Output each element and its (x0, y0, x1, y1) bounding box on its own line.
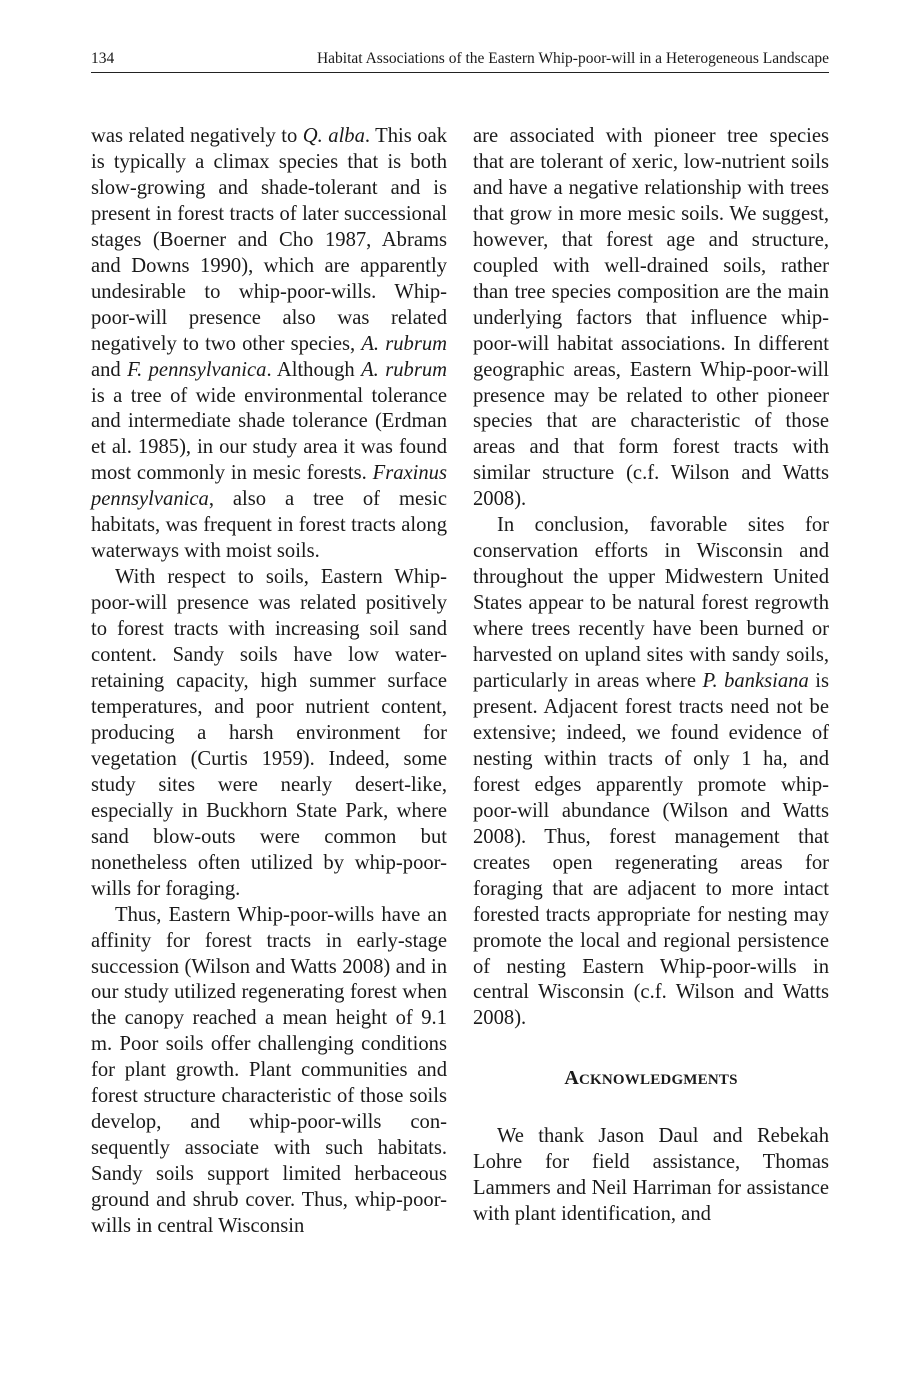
text-run: and (91, 358, 128, 381)
text-run: is a tree of wide environmental tolerance and intermediate shade tolerance (Erdman et al. 1985), in our study area it was found most commonly in mesic forests. (91, 384, 447, 485)
running-title: Habitat Associations of the Eastern Whip-poor-will in a Heterogeneous Landscape (316, 50, 829, 67)
page-number: 134 (91, 50, 115, 67)
left-column (91, 124, 447, 1240)
italic-text: Fraxinus pennsylvanica (91, 462, 447, 511)
paragraph (473, 1124, 829, 1228)
italic-text: A. rubrum (361, 358, 448, 381)
text-run: is present. Adjacent forest tracts need not be extensive; indeed, we found evidence of nesting within tracts of only 1 ha, and forest edges apparently promote whip-poor-will abundance (Wilson and Watts 2008). Thus, forest management that creates open regenerating areas for foraging that are adjacent to more intact forested tracts appropriate for nesting may promote the local and regional persistence of nesting Eastern Whip-poor-wills in central Wisconsin (c.f. Wilson and Watts 2008). (473, 670, 829, 1030)
italic-text: P. banksiana (702, 670, 809, 693)
text-run: . This oak is typically a climax species that is both slow-growing and shade-tolerant and is present in forest tracts of later successional stages (Boerner and Cho 1987, Abrams and Downs 1990), which are apparently undesirable to whip-poor-wills. Whip-poor-will presence also was related negatively to two other species, (91, 125, 447, 355)
text-run: With respect to soils, Eastern Whip-poor-will presence was related positively to forest tracts with increasing soil sand content. Sandy soils have low water-retaining capacity, high summer surface temperatures, and poor nutrient content, producing a harsh environment for vegetation (Curtis 1959). Indeed, some study sites were nearly desert-like, especially in Buckhorn State Park, where sand blow-outs were common but nonetheless often utilized by whip-poor-wills for foraging. (91, 566, 447, 900)
italic-text: Q. alba (302, 125, 365, 147)
text-run: In conclusion, favorable sites for conservation efforts in Wisconsin and throughout the upper Midwestern United States appear to be natural forest regrowth where trees recently have been burned or harvested on upland sites with sandy soils, particularly in areas where (473, 514, 829, 693)
paragraph (473, 513, 829, 1032)
text-run: . Although (266, 358, 362, 381)
section-heading (473, 1066, 829, 1092)
paragraph (91, 565, 447, 902)
text-run: are associated with pioneer tree species that are tolerant of xeric, low-nutrient soils and have a negative relationship with trees that grow in more mesic soils. We suggest, however, that forest age and structure, coupled with well-drained soils, rather than tree species composition are the main underlying factors that influence whip-poor-will habitat associations. In different geographic areas, Eastern Whip-poor-will presence may be related to other pioneer species that are characteristic of those areas and that form forest tracts with similar structure (c.f. Wilson and Watts 2008). (473, 125, 829, 511)
paragraph (473, 124, 829, 513)
paragraph (91, 903, 447, 1240)
paragraph (91, 124, 447, 565)
text-run: was related negatively to (91, 125, 303, 147)
heading-rest: CKNOWLEDGMENTS (579, 1072, 738, 1089)
italic-text: F. pennsylvanica (127, 358, 267, 381)
running-header (91, 50, 829, 73)
heading-initial: A (564, 1067, 579, 1090)
text-run: Thus, Eastern Whip-poor-wills have an affinity for forest tracts in early-stage succession (Wilson and Watts 2008) and in our study utilized regenerating forest when the canopy reached a mean height of 9.1 m. Poor soils offer challenging conditions for plant growth. Plant communities and forest structure characteristic of those soils develop, and whip-poor-wills consequently associate with such habitats. Sandy soils support limited herbaceous ground and shrub cover. Thus, whip-poor-wills in central Wisconsin (91, 903, 447, 1238)
text-run: , also a tree of mesic habitats, was frequent in forest tracts along waterways with moist soils. (91, 488, 447, 563)
text-run: We thank Jason Daul and Rebekah Lohre for field assistance, Thomas Lammers and Neil Harriman for assistance with plant identification, and (473, 1125, 829, 1226)
italic-text: A. rubrum (361, 332, 448, 355)
right-column (473, 124, 829, 1228)
